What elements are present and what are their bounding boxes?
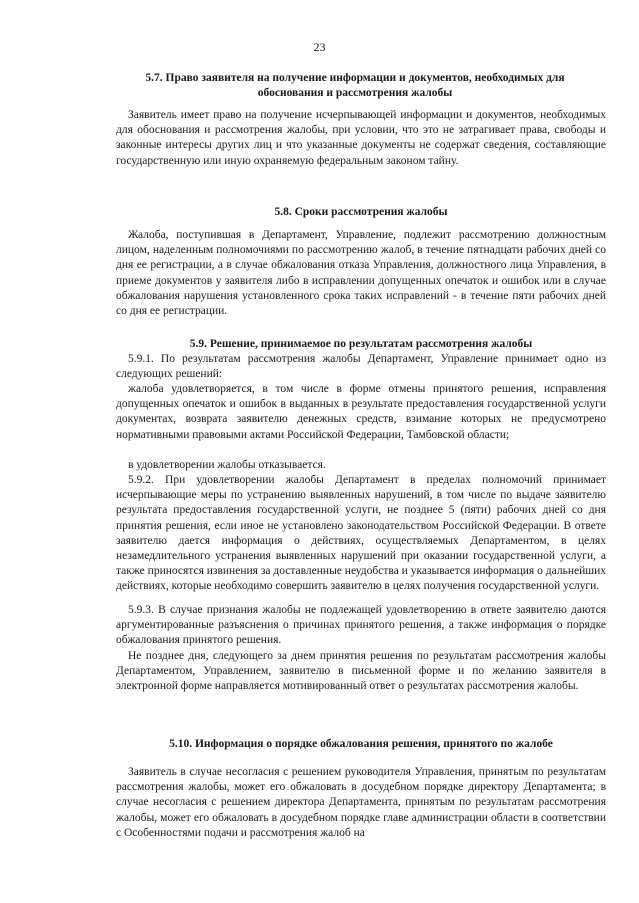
section-5-9-3-paragraph: 5.9.3. В случае признания жалобы не подлежащей удовлетворению в ответе заявителю даются аргументированные разъяснения о причинах принятого решения, а также информация о порядке обжалования принятого решения. [116,604,606,647]
page-number: 23 [313,40,326,54]
section-5-7-heading-line1: 5.7. Право заявителя на получение информации и документов, необходимых для [145,72,565,84]
section-5-9-2-paragraph: 5.9.2. При удовлетворении жалобы Департамент в пределах полномочий принимает исчерпывающие меры по устранению выявленных нарушений, в том числе по выдаче заявителю результата предоставления государственной услуги, не позднее 5 (пяти) рабочих дней со дня принятия решения, если иное не установлено законодательством Российской Федерации. В ответе заявителю дается информация о действиях, осуществляемых Департаментом, в целях незамедлительного устранения выявленных нарушений при оказании государственной услуги, а также приносятся извинения за доставленные неудобства и указывается информация о дальнейших действиях, которые необходимо совершить заявителю в целях получения государственной услуги. [116,474,606,593]
section-5-9-1-paragraph: 5.9.1. По результатам рассмотрения жалобы Департамент, Управление принимает одно из следующих решений: [116,353,606,381]
section-5-10-heading: 5.10. Информация о порядке обжалования решения, принятого по жалобе [169,738,553,750]
section-5-7-paragraph: Заявитель имеет право на получение исчерпывающей информации и документов, необходимых для обоснования и рассмотрения жалобы, при условии, что это не затрагивает права, свободы и законные интересы других лиц и что указанные документы не содержат сведения, составляющие государственную или иную охраняемую федеральным законом тайну. [116,109,606,167]
section-5-8-paragraph: Жалоба, поступившая в Департамент, Управление, подлежит рассмотрению должностным лицом, наделенным полномочиями по рассмотрению жалоб, в течение пятнадцати рабочих дней со дня ее регистрации, а в случае обжалования отказа Управления, должностного лица Управления, в приеме документов у заявителя либо в исправлении допущенных опечаток и ошибок или в случае обжалования нарушения установленного срока таких исправлений - в течение пяти рабочих дней со дня ее регистрации. [116,229,606,318]
section-5-9-1-option-refused: в удовлетворении жалобы отказывается. [128,459,326,471]
section-5-8-heading: 5.8. Сроки рассмотрения жалобы [274,206,448,218]
section-5-9-response-paragraph: Не позднее дня, следующего за днем принятия решения по результатам рассмотрения жалобы Департаментом, Управлением, заявителю в письменной форме и по желанию заявителя в электронной форме направляется мотивированный ответ о результатах рассмотрения жалобы. [116,650,606,693]
section-5-9-heading: 5.9. Решение, принимаемое по результатам рассмотрения жалобы [189,338,533,350]
section-5-10-paragraph: Заявитель в случае несогласия с решением руководителя Управления, принятым по результатам рассмотрения жалобы, может его обжаловать в досудебном порядке директору Департамента; в случае несогласия с решением директора Департамента, принятым по результатам рассмотрения жалобы, может его обжаловать в досудебном порядке главе администрации области в соответствии с Особенностями подачи и рассмотрения жалоб на [116,766,606,839]
section-5-7-heading [100,71,610,101]
section-5-9-1-option-satisfied: жалоба удовлетворяется, в том числе в форме отмены принятого решения, исправления допущенных опечаток и ошибок в выданных в результате предоставления государственной услуги документах, возврата заявителю денежных средств, взимание которых не предусмотрено нормативными правовыми актами Российской Федерации, Тамбовской области; [116,383,606,441]
section-5-7-heading-line2: обоснования и рассмотрения жалобы [257,87,453,99]
